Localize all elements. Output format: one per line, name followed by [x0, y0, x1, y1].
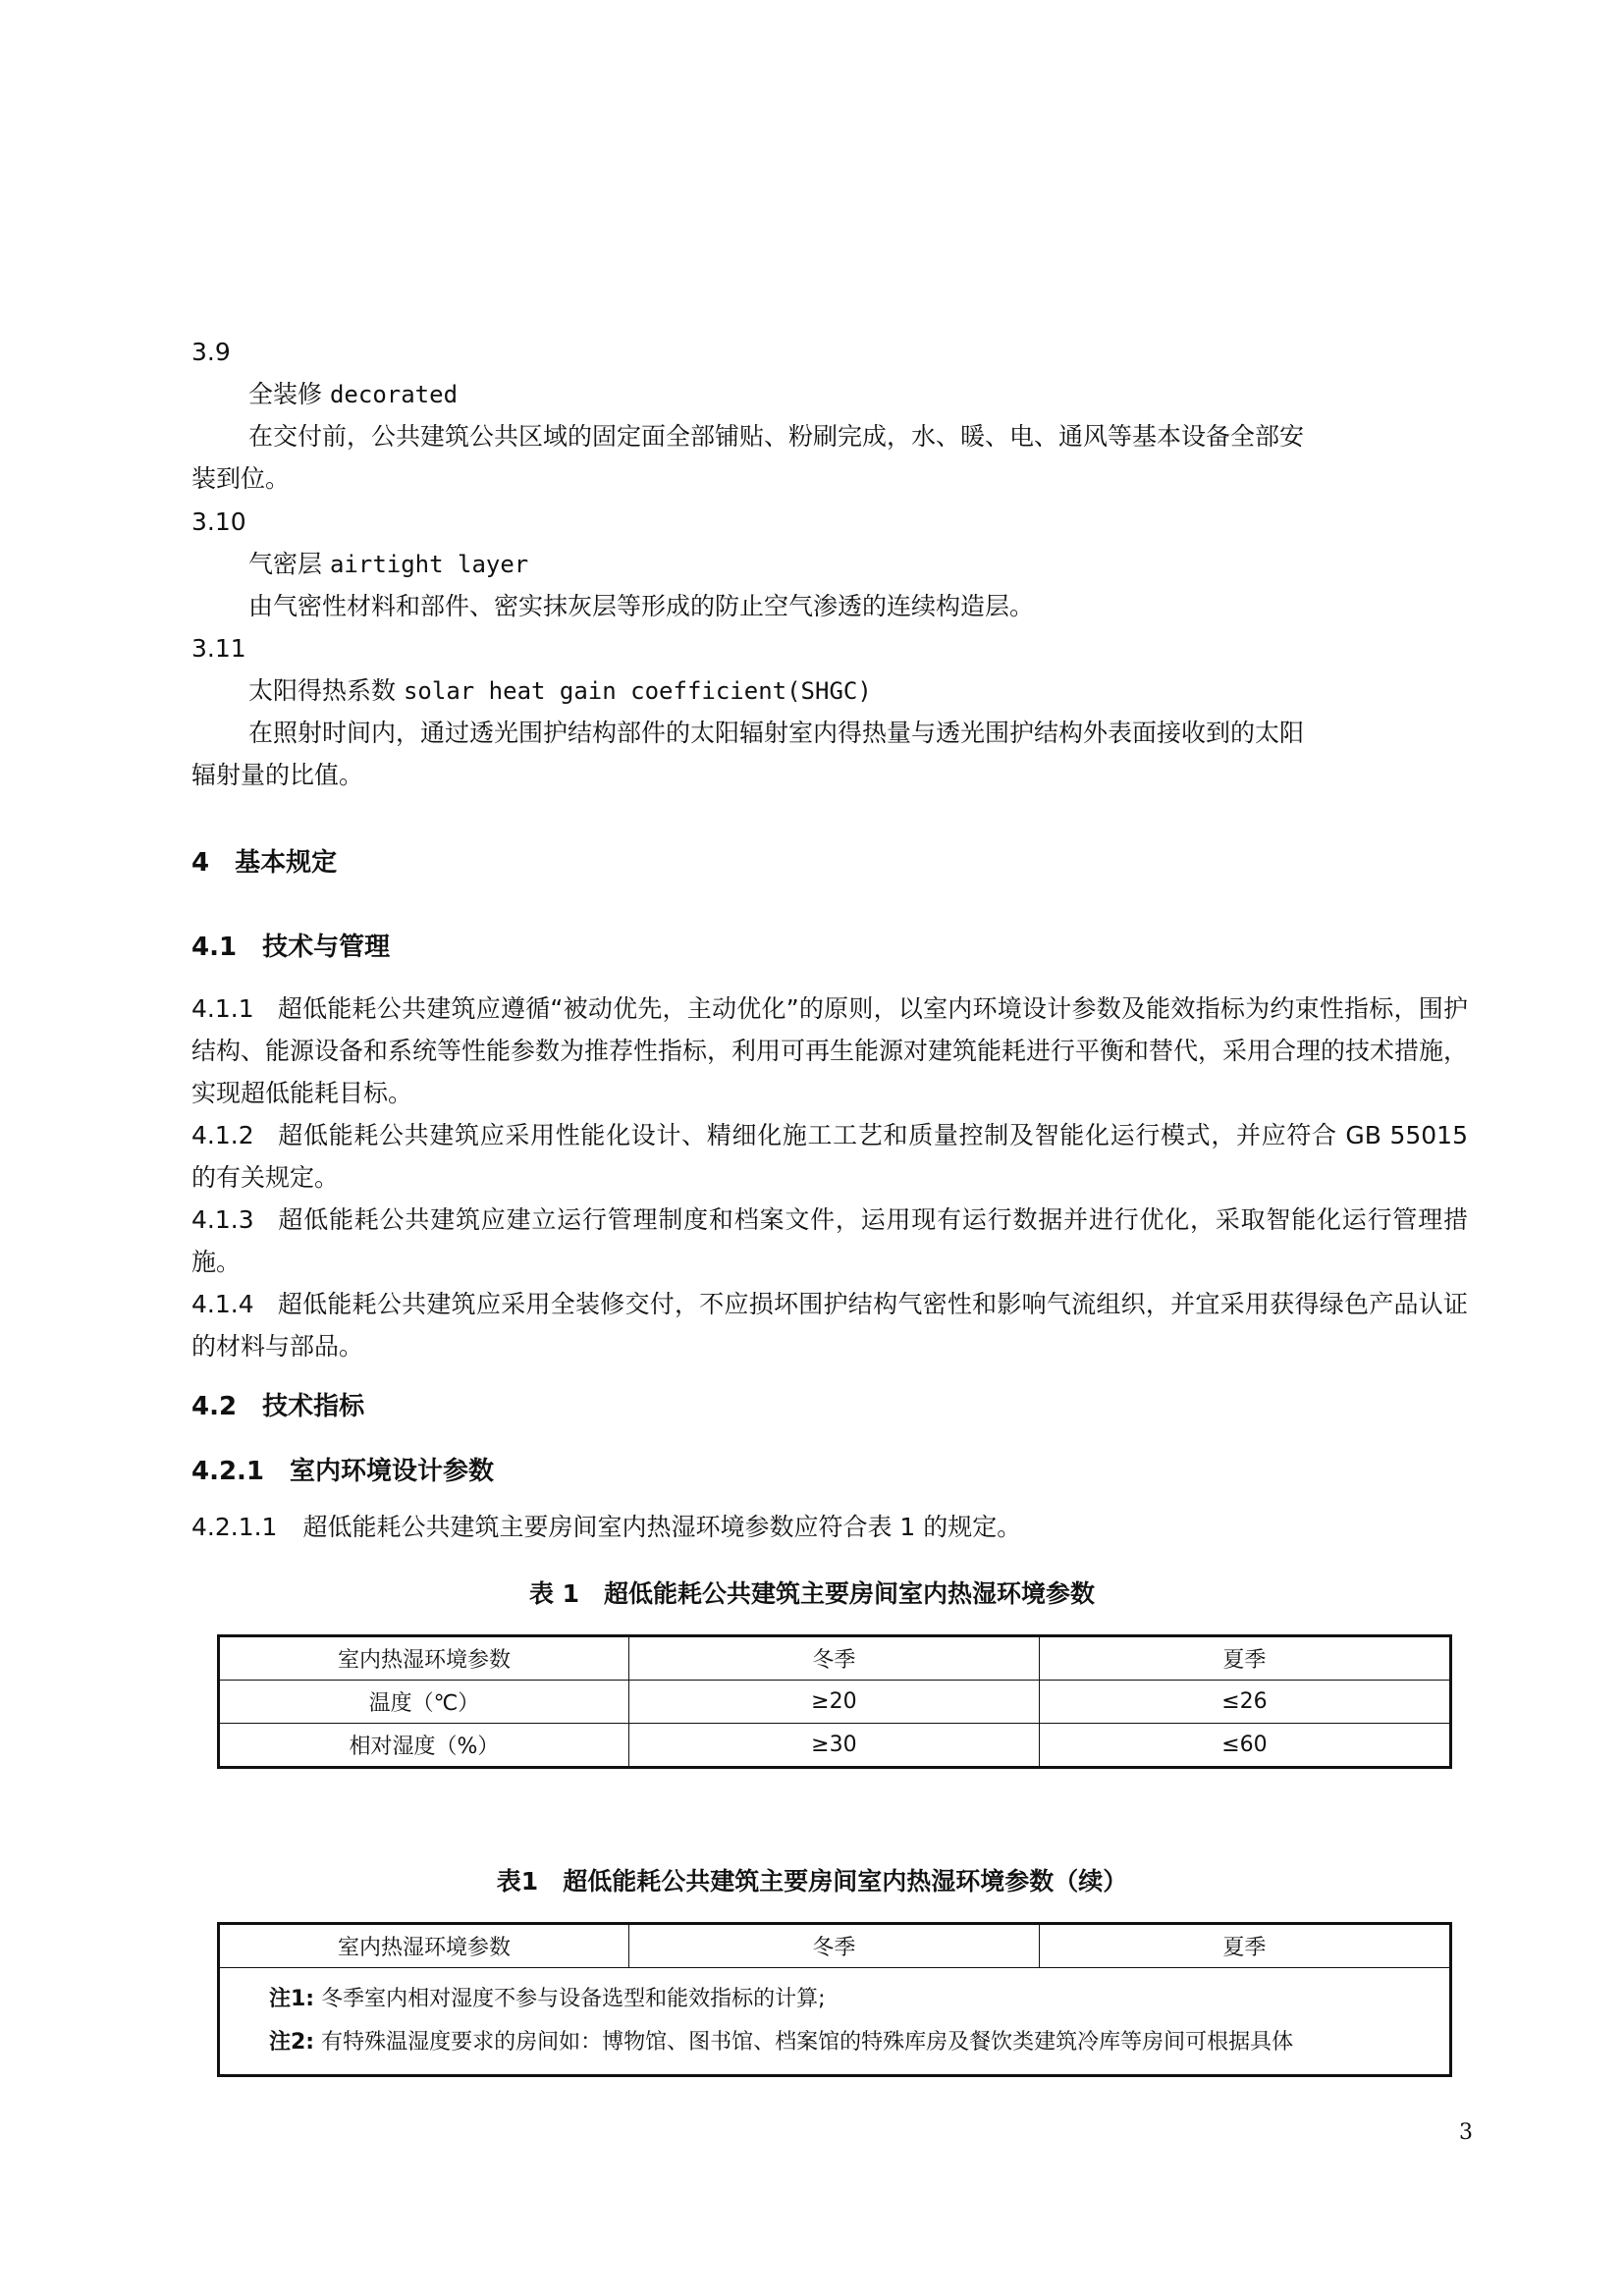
- term-en: solar heat gain coefficient(SHGC): [403, 677, 872, 705]
- def-text-line: 在照射时间内，通过透光围护结构部件的太阳辐射室内得热量与透光围护结构外表面接收到的太阳: [248, 719, 1305, 747]
- def-term: [248, 549, 528, 580]
- table-header-row: [219, 1924, 1451, 1968]
- table-cell: ≤26: [1039, 1681, 1450, 1724]
- term-cn: 全装修: [248, 380, 323, 408]
- note: 注1: 冬季室内相对湿度不参与设备选型和能效指标的计算;: [269, 1987, 826, 2011]
- term-en: decorated: [329, 381, 459, 408]
- page-number: 3: [1459, 2120, 1473, 2145]
- def-text-line: 在交付前，公共建筑公共区域的固定面全部铺贴、粉刷完成，水、暖、电、通风等基本设备全部安: [248, 422, 1305, 451]
- def-number: 3.11: [191, 634, 246, 663]
- table-header-cell: 冬季: [628, 1924, 1039, 1968]
- table-header-cell: 夏季: [1039, 1924, 1450, 1968]
- table-caption: 表 1 超低能耗公共建筑主要房间室内热湿环境参数: [528, 1579, 1096, 1608]
- data-table: [217, 1634, 1452, 1769]
- table-notes-row: [219, 1968, 1451, 2076]
- table-header-cell: 冬季: [628, 1636, 1039, 1681]
- table-row: [219, 1724, 1451, 1768]
- clause-4-1-3: 4.1.3 超低能耗公共建筑应建立运行管理制度和档案文件，运用现有运行数据并进行优化，采取智能化运行管理措施。: [191, 1205, 1468, 1276]
- table-cell: 相对湿度（%）: [219, 1724, 629, 1768]
- def-text-line: 装到位。: [191, 464, 291, 493]
- clause-4-1-2: 4.1.2 超低能耗公共建筑应采用性能化设计、精细化施工工艺和质量控制及智能化运行模式，并应符合 GB 55015 的有关规定。: [191, 1121, 1468, 1192]
- subsubsection-heading: 4.2.1 室内环境设计参数: [191, 1457, 495, 1486]
- table-cell: ≥20: [628, 1681, 1039, 1724]
- def-term: [248, 379, 458, 410]
- table-header-cell: 夏季: [1039, 1636, 1450, 1681]
- table-cell: ≤60: [1039, 1724, 1450, 1768]
- note: 注2: 有特殊温湿度要求的房间如：博物馆、图书馆、档案馆的特殊库房及餐饮类建筑冷库等房间可根据具体: [269, 2030, 1294, 2055]
- def-text-line: 由气密性材料和部件、密实抹灰层等形成的防止空气渗透的连续构造层。: [248, 592, 1035, 620]
- table-notes: [219, 1968, 1451, 2076]
- clause-4-1-4: 4.1.4 超低能耗公共建筑应采用全装修交付，不应损坏围护结构气密性和影响气流组织，并宜采用获得绿色产品认证的材料与部品。: [191, 1290, 1468, 1361]
- term-cn: 太阳得热系数: [248, 676, 397, 705]
- data-table-continued: [217, 1922, 1452, 2077]
- table-header-cell: 室内热湿环境参数: [219, 1924, 629, 1968]
- def-term: [248, 675, 872, 707]
- table-row: [219, 1681, 1451, 1724]
- table-cell: 温度（℃）: [219, 1681, 629, 1724]
- term-cn: 气密层: [248, 550, 323, 578]
- subsection-heading: 4.1 技术与管理: [191, 933, 391, 962]
- def-number: 3.10: [191, 507, 246, 536]
- def-text-line: 辐射量的比值。: [191, 761, 364, 789]
- term-en: airtight layer: [329, 551, 529, 578]
- table-cell: ≥30: [628, 1724, 1039, 1768]
- def-number: 3.9: [191, 338, 231, 366]
- table-header-row: [219, 1636, 1451, 1681]
- clause-4-2-1-1: 4.2.1.1 超低能耗公共建筑主要房间室内热湿环境参数应符合表 1 的规定。: [191, 1513, 1022, 1541]
- clause-4-1-1: 4.1.1 超低能耗公共建筑应遵循“被动优先，主动优化”的原则，以室内环境设计参数及能效指标为约束性指标，围护结构、能源设备和系统等性能参数为推荐性指标，利用可再生能源对建筑能耗进行平衡和替代，采用合理的技术措施，实现超低能耗目标。: [191, 994, 1469, 1107]
- table-caption: 表1 超低能耗公共建筑主要房间室内热湿环境参数（续）: [496, 1867, 1128, 1896]
- subsection-heading: 4.2 技术指标: [191, 1392, 365, 1421]
- section-heading: 4 基本规定: [191, 848, 338, 878]
- table-header-cell: 室内热湿环境参数: [219, 1636, 629, 1681]
